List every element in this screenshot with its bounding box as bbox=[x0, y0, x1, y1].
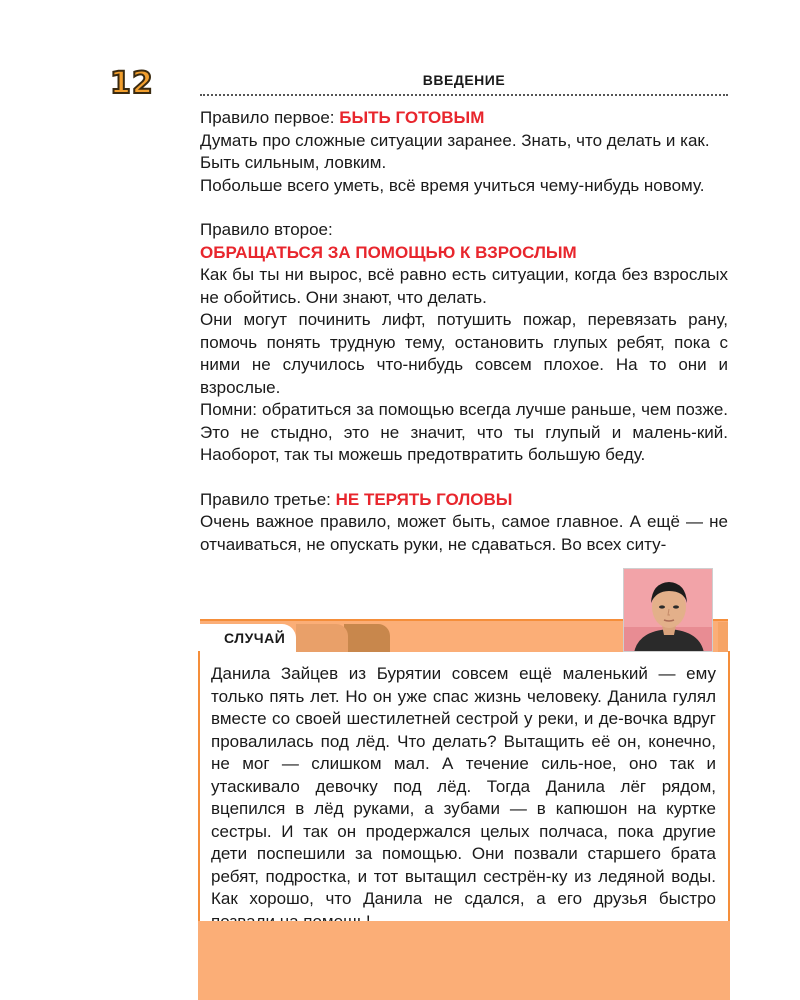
rule3-prefix: Правило третье: bbox=[200, 489, 336, 509]
rule1-line: Побольше всего уметь, всё время учиться чему-нибудь новому. bbox=[200, 175, 705, 195]
page-number: 12 bbox=[110, 66, 154, 101]
portrait-image bbox=[624, 569, 713, 652]
rule3-title: НЕ ТЕРЯТЬ ГОЛОВЫ bbox=[335, 489, 513, 509]
case-tab-mid bbox=[296, 624, 348, 652]
boy-photo bbox=[623, 568, 713, 652]
section-title: ВВЕДЕНИЕ bbox=[422, 72, 506, 88]
rule1-line: Быть сильным, ловким. bbox=[200, 153, 387, 172]
rule1-prefix: Правило первое: bbox=[200, 108, 340, 127]
case-label: СЛУЧАЙ bbox=[200, 624, 296, 652]
main-text bbox=[200, 107, 728, 556]
rule1-line: Думать про сложные ситуации заранее. Знать, что делать и как. bbox=[200, 130, 710, 150]
rule1-title: БЫТЬ ГОТОВЫМ bbox=[339, 108, 485, 127]
case-story-text: Данила Зайцев из Бурятии совсем ещё маленький — ему только пять лет. Но он уже спас жизнь человеку. Данила гулял вместе со своей шестилетней сестрой у реки, и де-вочка вдруг провалилась под лёд. Что делать? Вытащить её он, конечно, не мог — слишком мал. А течение силь-ное, оно так и утаскивало девочку под лёд. Тогда Данила лёг рядом, вцепился в лёд руками, а зубами — в капюшон на куртке сестры. И так он продержался целых полчаса, пока другие дети поспешили за помощью. Они позвали старшего брата ребят, подростка, и тот вытащил сестрён-ку из ледяной воды. Как хорошо, что Данила не сдался, а его друзья быстро bbox=[211, 664, 716, 908]
rule2-title: ОБРАЩАТЬСЯ ЗА ПОМОЩЬЮ К ВЗРОСЛЫМ bbox=[200, 242, 577, 262]
rule3-heading bbox=[200, 489, 728, 512]
case-tab-dark bbox=[344, 624, 390, 652]
case-bar-end bbox=[718, 622, 728, 652]
rule2-paragraph: Они могут починить лифт, потушить пожар, перевязать рану, помочь понять трудную тему, остановить глупых ребят, пока с ними не случилось что-нибудь совсем плохое. На то они и взрослые. bbox=[200, 310, 728, 397]
case-footer-panel bbox=[198, 921, 730, 1000]
rule2-prefix: Правило второе: bbox=[200, 220, 333, 239]
rule2-paragraph: Помни: обратиться за помощью всегда лучше раньше, чем позже. Это не стыдно, это не значит, что ты глупый и малень-кий. Наоборот, так ты можешь предотвратить большую беду. bbox=[200, 400, 728, 464]
case-story bbox=[211, 663, 716, 933]
rule3-paragraph: Очень важное правило, может быть, самое главное. А ещё — не отчаиваться, не опускать руки, не сдаваться. Во всех ситу- bbox=[200, 512, 728, 554]
rule2-paragraph: Как бы ты ни вырос, всё равно есть ситуации, когда без взрослых не обойтись. Они знают, что делать. bbox=[200, 265, 728, 307]
header-divider bbox=[200, 94, 728, 96]
rule1-heading bbox=[200, 107, 728, 130]
